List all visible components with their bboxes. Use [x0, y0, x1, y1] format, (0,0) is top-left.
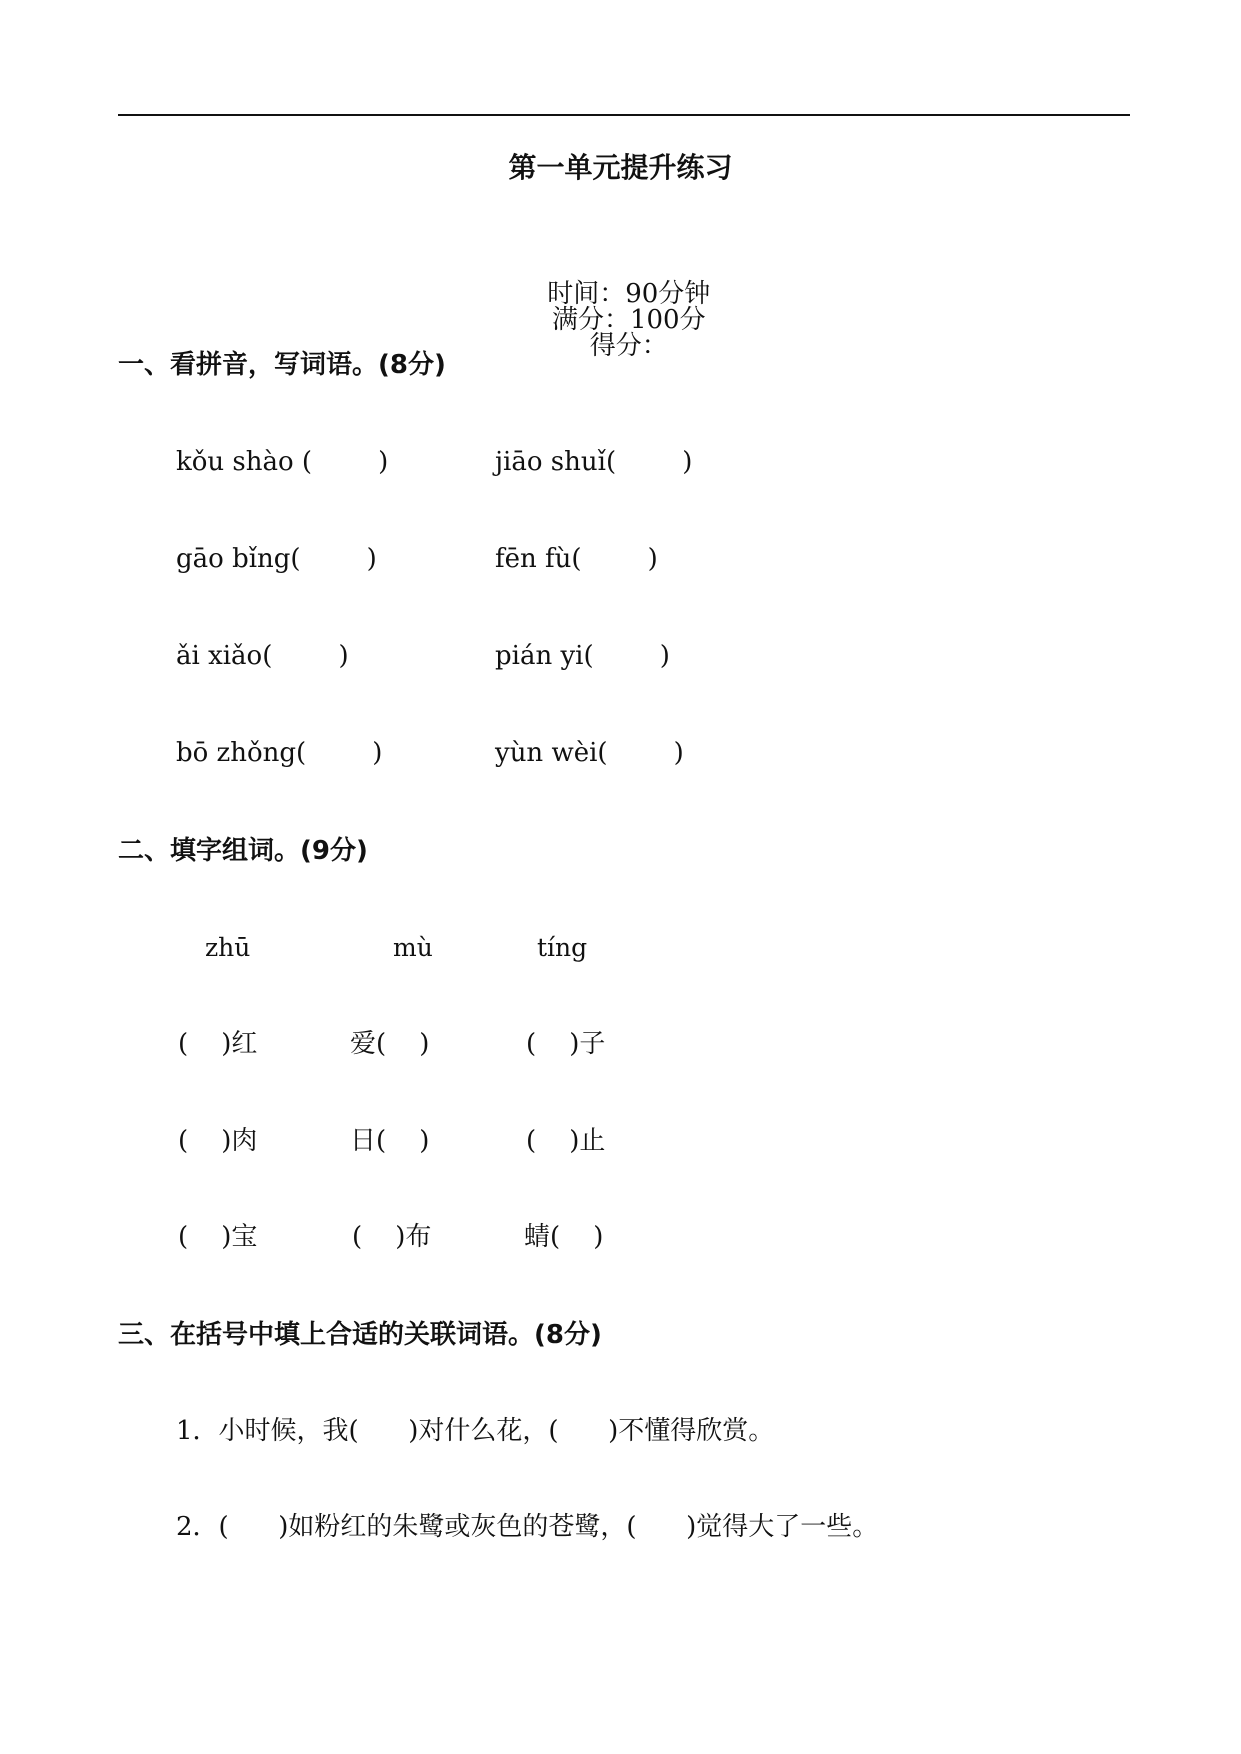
fill-word-item: ( )肉 [178, 1126, 258, 1156]
pinyin-item: ǎi xiǎo( ) [176, 641, 349, 671]
sentence-item: 2．( )如粉红的朱鹭或灰色的苍鹭，( )觉得大了一些。 [176, 1512, 879, 1542]
fill-word-item: 日( ) [350, 1126, 430, 1156]
fill-word-item: ( )布 [352, 1222, 432, 1252]
pinyin-item: gāo bǐng( ) [176, 544, 377, 574]
top-rule [118, 114, 1130, 116]
fill-word-item: ( )宝 [178, 1222, 258, 1252]
fill-word-item: ( )子 [526, 1029, 606, 1059]
sentence-item: 1．小时候，我( )对什么花，( )不懂得欣赏。 [176, 1416, 775, 1446]
pinyin-label: mù [393, 933, 433, 962]
fill-word-item: ( )红 [178, 1029, 258, 1059]
pinyin-label: zhū [205, 933, 251, 962]
pinyin-item: yùn wèi( ) [495, 738, 684, 768]
page-title: 第一单元提升练习 [508, 151, 733, 184]
pinyin-item: fēn fù( ) [495, 544, 658, 574]
time-limit: 时间：90分钟 [547, 279, 711, 309]
exam-meta [0, 255, 1241, 359]
section3-heading: 三、在括号中填上合适的关联词语。(8分) [118, 1320, 602, 1350]
full-score: 满分：100分 [551, 305, 706, 335]
pinyin-item: jiāo shuǐ( ) [495, 447, 693, 477]
score-field: 得分： [589, 331, 668, 361]
pinyin-label: tíng [537, 933, 588, 962]
fill-word-item: 爱( ) [350, 1029, 430, 1059]
pinyin-item: pián yi( ) [495, 641, 670, 671]
fill-word-item: ( )止 [526, 1126, 606, 1156]
section2-heading: 二、填字组词。(9分) [118, 836, 368, 866]
pinyin-item: bō zhǒng( ) [176, 738, 383, 768]
fill-word-item: 蜻( ) [524, 1222, 604, 1252]
pinyin-item: kǒu shào ( ) [176, 447, 389, 477]
section1-heading: 一、看拼音，写词语。(8分) [118, 350, 446, 380]
